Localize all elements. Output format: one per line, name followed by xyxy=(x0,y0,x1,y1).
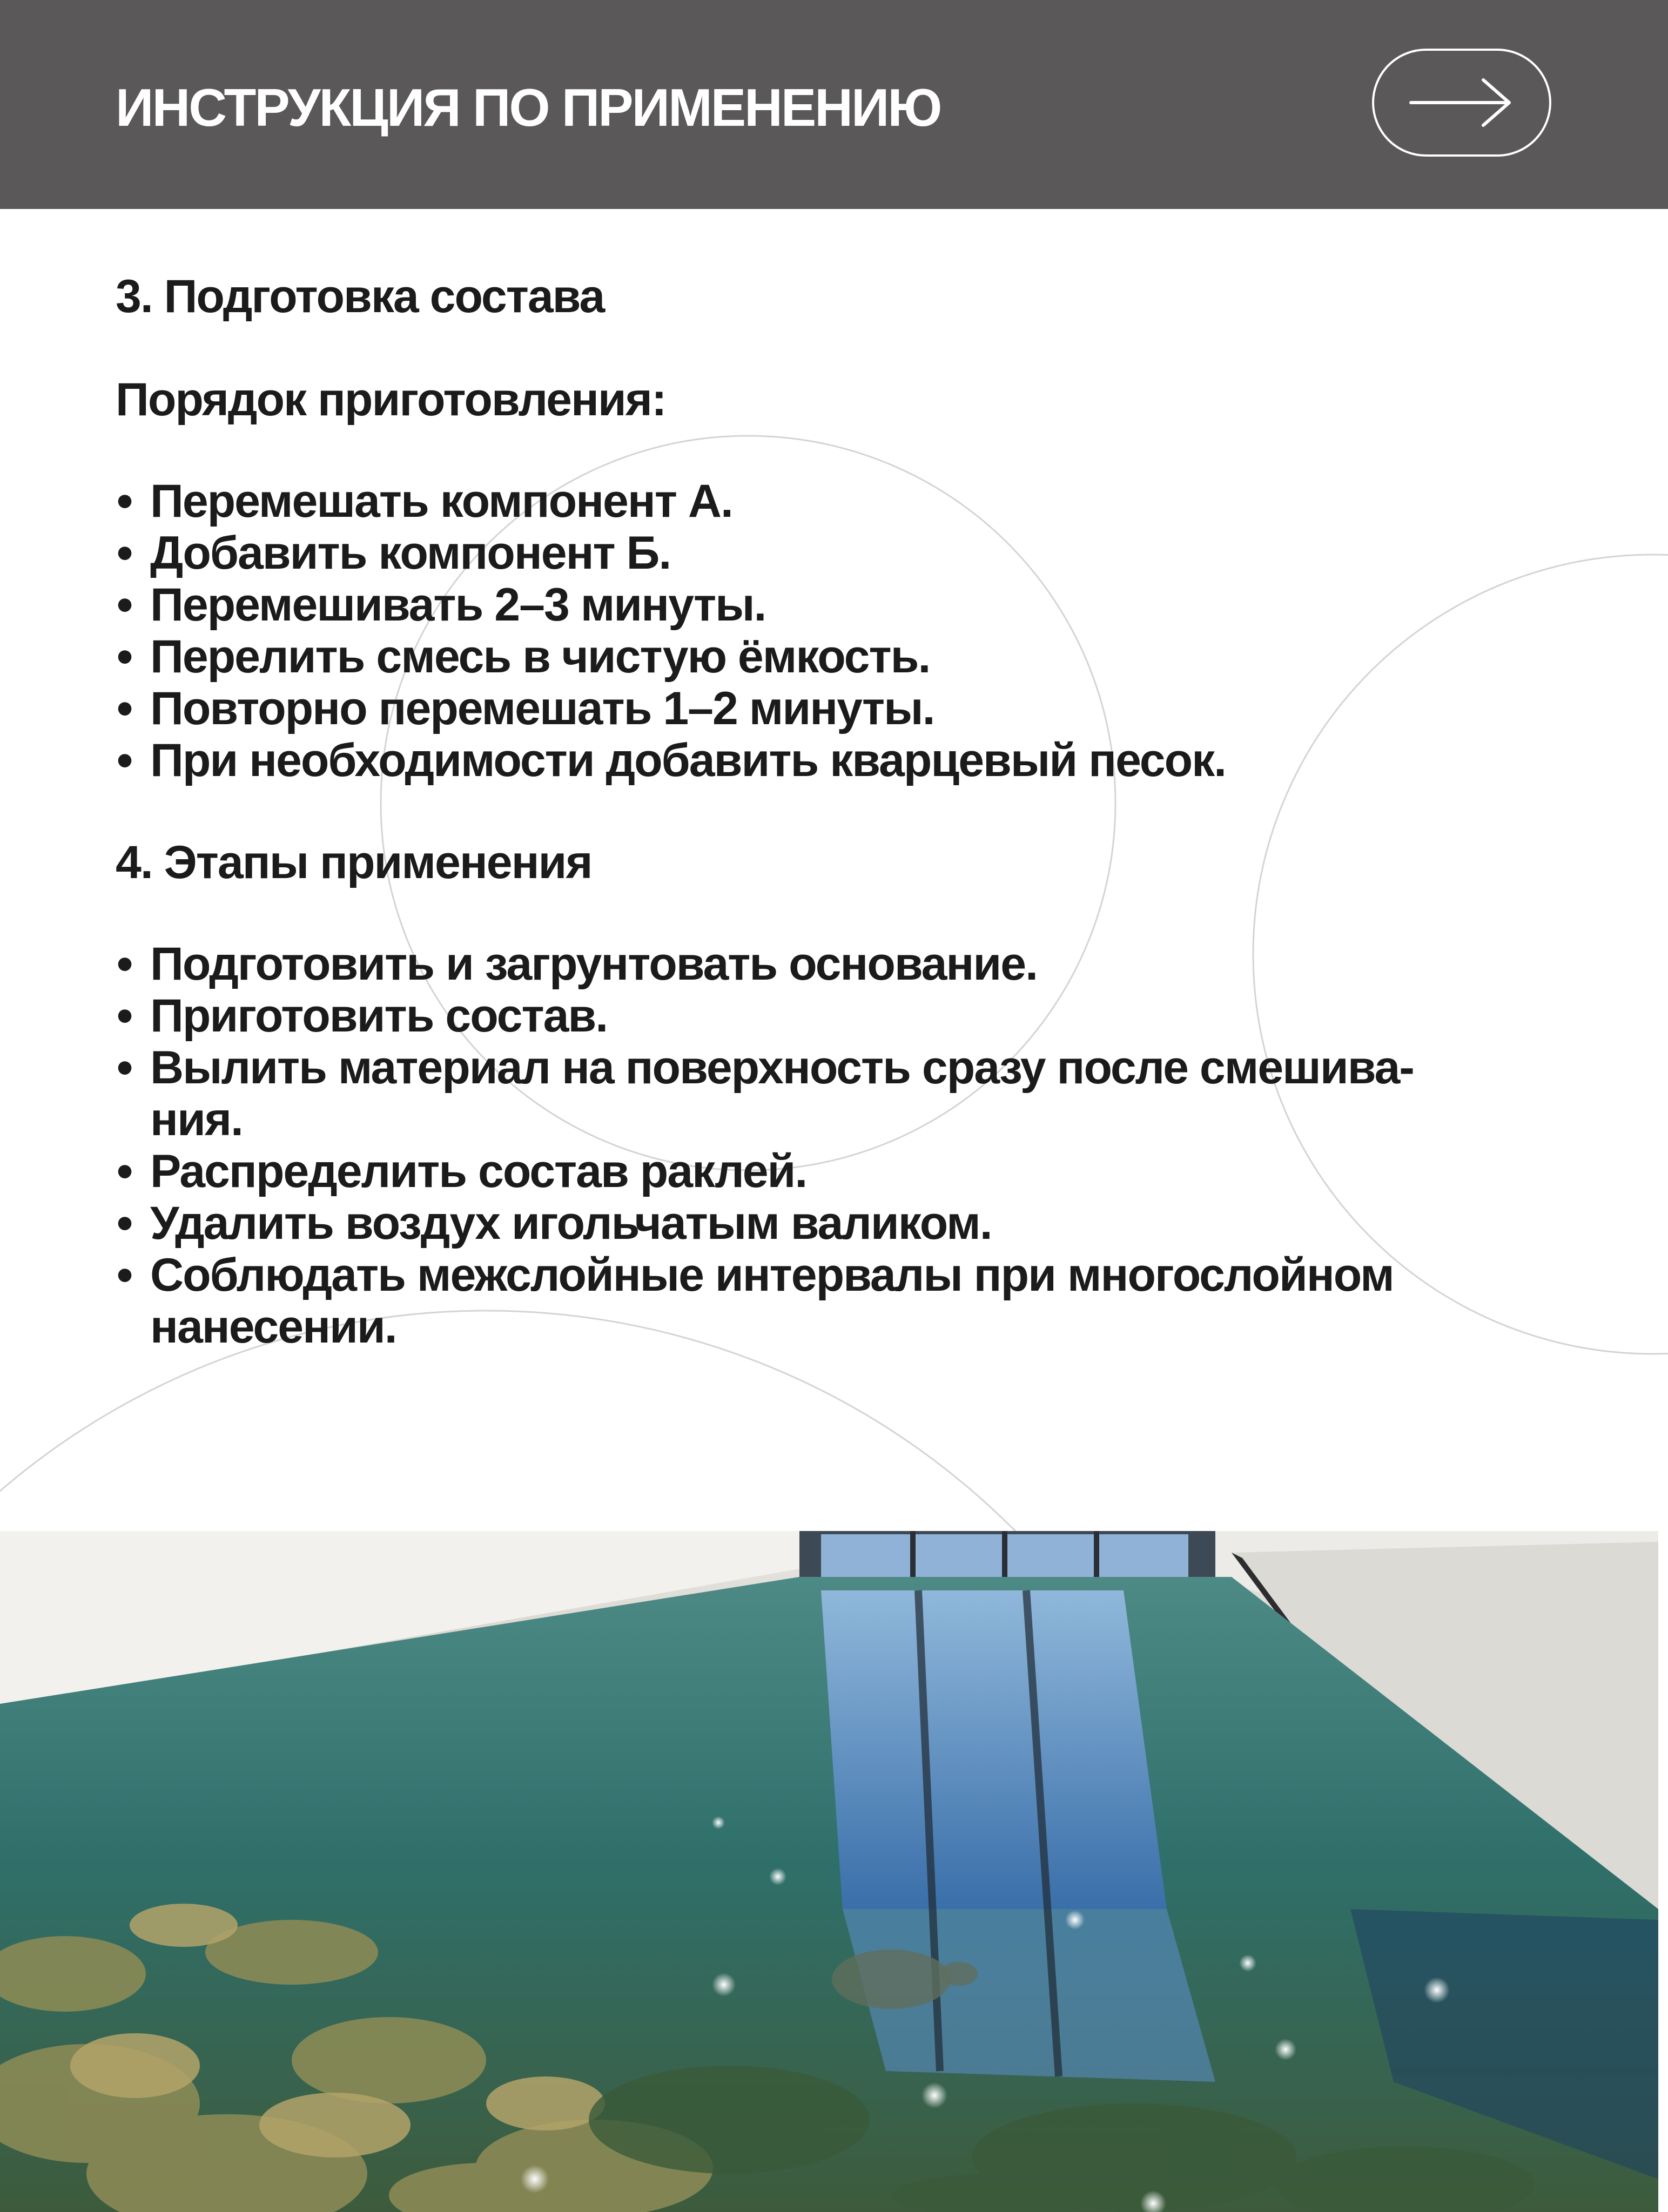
header-bar xyxy=(0,0,1668,209)
list-item-text: Повторно перемешать 1–2 минуты. xyxy=(150,682,934,734)
list-item-text: Перемешивать 2–3 минуты. xyxy=(150,578,766,631)
bullet-icon: • xyxy=(117,734,132,786)
section-4-title: 4. Этапы применения xyxy=(116,836,592,888)
list-item-text: Подготовить и загрунтовать основание. xyxy=(150,938,1037,990)
list-item xyxy=(116,1145,1574,1197)
list-item xyxy=(116,734,1574,786)
list-item xyxy=(116,579,1574,631)
bullet-icon: • xyxy=(117,1197,132,1249)
section-3-subtitle: Порядок приготовления: xyxy=(116,373,666,426)
list-item-text: При необходимости добавить кварцевый песок. xyxy=(150,734,1226,786)
list-item xyxy=(116,1042,1574,1145)
list-item xyxy=(116,683,1574,734)
list-item-text: Распределить состав раклей. xyxy=(150,1145,807,1197)
list-item xyxy=(116,631,1574,683)
list-item xyxy=(116,527,1574,579)
bullet-icon: • xyxy=(117,527,132,579)
list-item-text: Добавить компонент Б. xyxy=(150,527,671,579)
application-steps xyxy=(116,938,1574,1353)
bullet-icon: • xyxy=(117,578,132,631)
bullet-icon: • xyxy=(117,989,132,1042)
bullet-icon: • xyxy=(117,630,132,683)
bullet-icon: • xyxy=(117,938,132,990)
bullet-icon: • xyxy=(117,1145,132,1197)
instructions-content xyxy=(116,270,1574,1353)
bullet-icon: • xyxy=(117,1041,132,1094)
arrow-right-icon xyxy=(1408,76,1516,130)
floor-photo xyxy=(0,1531,1658,2212)
list-item xyxy=(116,1197,1574,1249)
list-item xyxy=(116,990,1574,1042)
next-button[interactable] xyxy=(1372,49,1551,157)
list-item xyxy=(116,475,1574,527)
list-item-text: Соблюдать межслойные интервалы при многослойном нанесении. xyxy=(150,1249,1394,1353)
list-item xyxy=(116,1249,1574,1353)
list-item-text: Перелить смесь в чистую ёмкость. xyxy=(150,630,930,683)
list-item-text: Вылить материал на поверхность сразу после смешива- ния. xyxy=(150,1041,1414,1145)
bullet-icon: • xyxy=(117,1249,132,1301)
section-3-title: 3. Подготовка состава xyxy=(116,271,604,322)
preparation-steps xyxy=(116,475,1574,786)
list-item xyxy=(116,938,1574,990)
list-item-text: Приготовить состав. xyxy=(150,989,608,1042)
bullet-icon: • xyxy=(117,682,132,734)
bullet-icon: • xyxy=(117,475,132,527)
page-title: ИНСТРУКЦИЯ ПО ПРИМЕНЕНИЮ xyxy=(116,78,941,137)
list-item-text: Удалить воздух игольчатым валиком. xyxy=(150,1197,992,1249)
list-item-text: Перемешать компонент А. xyxy=(150,475,732,527)
